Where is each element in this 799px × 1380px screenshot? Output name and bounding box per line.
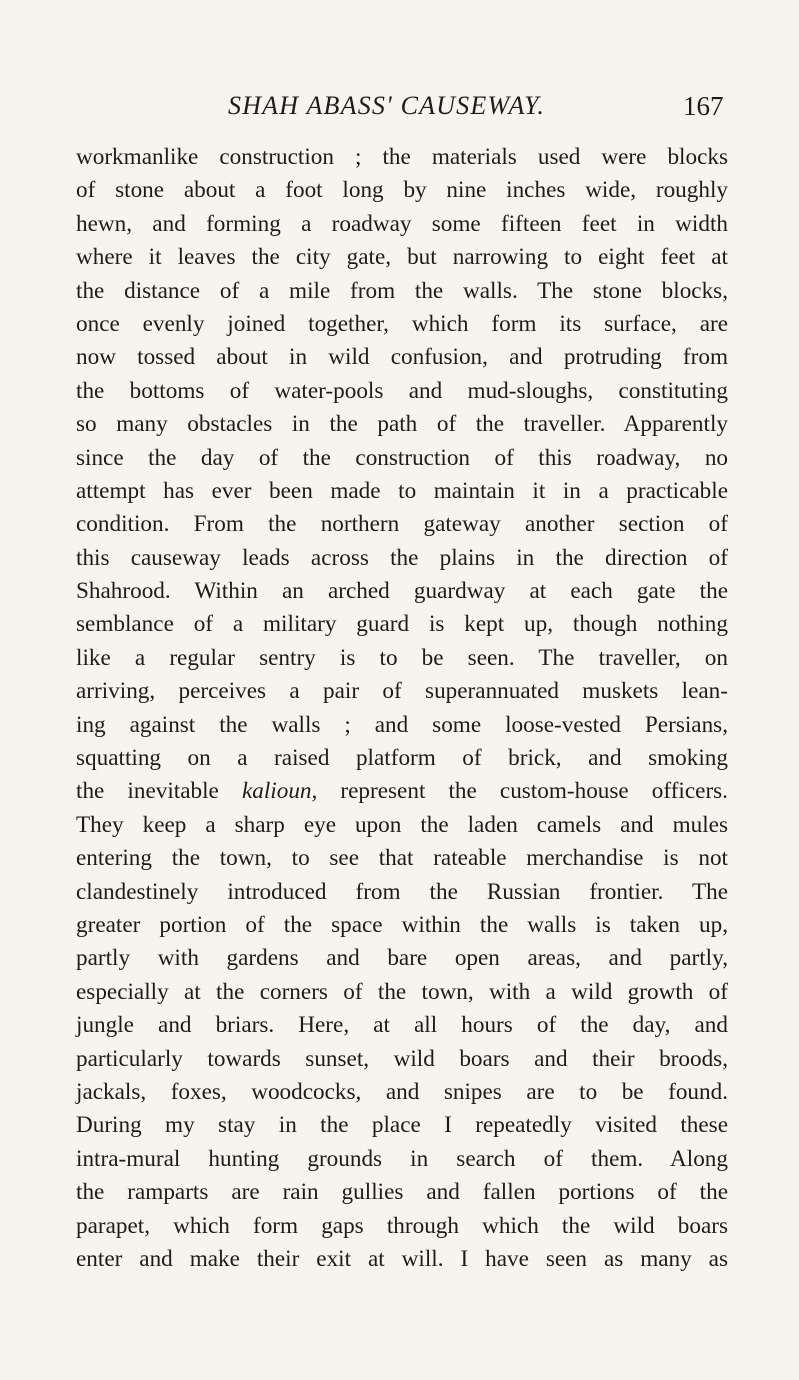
text-line: so many obstacles in the path of the traveller. Apparently (76, 411, 728, 438)
text-line: once evenly joined together, which form its surface, are (76, 310, 728, 337)
text-line: the ramparts are rain gullies and fallen portions of the (76, 1179, 728, 1206)
text-line: enter and make their exit at will. I have seen as many as (76, 1245, 728, 1272)
text-line: condition. From the northern gateway another section of (76, 511, 728, 538)
text-line: greater portion of the space within the walls is taken up, (76, 911, 728, 938)
running-head (0, 91, 799, 131)
text-line: During my stay in the place I repeatedly visited these (76, 1112, 728, 1139)
text-line: jungle and briars. Here, at all hours of the day, and (76, 1012, 728, 1039)
page-number: 167 (683, 91, 724, 121)
text-line: entering the town, to see that rateable merchandise is not (76, 845, 728, 872)
text-line: workmanlike construction ; the materials used were blocks (76, 144, 728, 170)
text-line: attempt has ever been made to maintain it in a practicable (76, 477, 728, 504)
text-line: semblance of a military guard is kept up, though nothing (76, 611, 728, 638)
text-line: especially at the corners of the town, with a wild growth of (76, 978, 728, 1005)
text-line: jackals, foxes, woodcocks, and snipes are to be found. (76, 1078, 728, 1105)
italic-word: kalioun, (241, 778, 318, 805)
body-text (76, 141, 728, 1276)
text-line: squatting on a raised platform of brick, and smoking (76, 745, 728, 772)
text-line: parapet, which form gaps through which the wild boars (76, 1212, 728, 1239)
text-line: now tossed about in wild confusion, and protruding from (76, 344, 728, 371)
running-head-title: SHAH ABASS' CAUSEWAY. (228, 91, 546, 120)
text-segment: represent the custom-house officers. (317, 778, 728, 805)
text-line: where it leaves the city gate, but narrowing to eight feet at (76, 244, 728, 271)
text-line-with-italic (76, 775, 728, 808)
text-line: They keep a sharp eye upon the laden camels and mules (76, 811, 728, 838)
text-line: clandestinely introduced from the Russian frontier. The (76, 878, 728, 905)
text-line: ing against the walls ; and some loose-vested Persians, (76, 711, 728, 738)
text-line: partly with gardens and bare open areas, and partly, (76, 945, 728, 972)
text-line: of stone about a foot long by nine inches wide, roughly (76, 177, 728, 204)
text-line: since the day of the construction of this roadway, no (76, 444, 728, 471)
text-line: the distance of a mile from the walls. The stone blocks, (76, 277, 728, 304)
text-line: Shahrood. Within an arched guardway at each gate the (76, 578, 728, 605)
text-line: this causeway leads across the plains in the direction of (76, 544, 728, 571)
text-line: particularly towards sunset, wild boars and their broods, (76, 1045, 728, 1072)
text-line: hewn, and forming a roadway some fifteen feet in width (76, 210, 728, 237)
text-segment: the inevitable (76, 778, 242, 805)
text-line: the bottoms of water-pools and mud-sloughs, constituting (76, 377, 728, 404)
text-line: arriving, perceives a pair of superannuated muskets lean- (76, 678, 728, 705)
text-line: intra-mural hunting grounds in search of them. Along (76, 1145, 728, 1172)
text-line: like a regular sentry is to be seen. The traveller, on (76, 644, 728, 671)
